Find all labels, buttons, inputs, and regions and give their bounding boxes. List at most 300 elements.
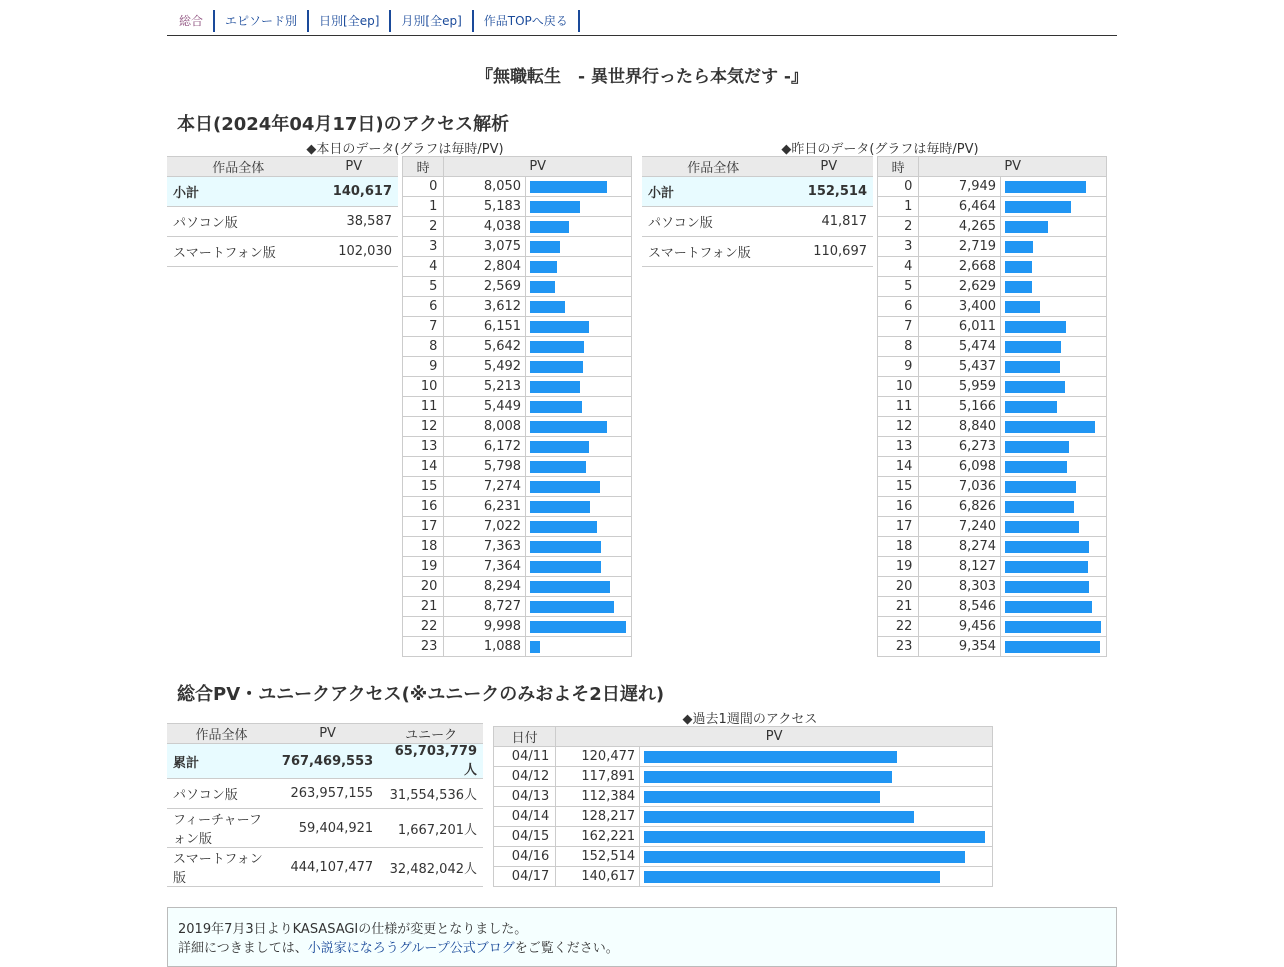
week-header-pv: PV [556, 727, 993, 747]
hour-label: 19 [878, 557, 919, 577]
hour-row [878, 577, 1107, 597]
hour-row [403, 477, 632, 497]
hour-label: 11 [403, 397, 444, 417]
hour-value: 6,098 [919, 457, 1001, 477]
hour-label: 1 [403, 197, 444, 217]
hour-label: 5 [878, 277, 919, 297]
hour-label: 1 [878, 197, 919, 217]
week-date: 04/17 [494, 867, 556, 887]
hour-label: 20 [403, 577, 444, 597]
week-row [494, 787, 993, 807]
hour-bar-cell [526, 177, 632, 197]
hour-bar [1005, 401, 1057, 413]
hour-row [403, 317, 632, 337]
hour-bar-cell [526, 297, 632, 317]
hour-label: 20 [878, 577, 919, 597]
page-wrapper [167, 0, 1117, 86]
summary-row [167, 207, 398, 237]
hour-row [403, 217, 632, 237]
hour-value: 8,050 [444, 177, 526, 197]
hour-value: 1,088 [444, 637, 526, 657]
hour-row [878, 297, 1107, 317]
week-value: 120,477 [556, 747, 640, 767]
total-pv: 767,469,553 [276, 744, 379, 779]
hour-header-time: 時 [403, 157, 444, 177]
hour-label: 16 [878, 497, 919, 517]
hour-bar-cell [526, 217, 632, 237]
hour-value: 7,022 [444, 517, 526, 537]
hour-bar [530, 281, 555, 293]
summary-header-row [642, 157, 873, 177]
hour-label: 0 [878, 177, 919, 197]
week-date: 04/14 [494, 807, 556, 827]
hour-row [878, 357, 1107, 377]
week-row [494, 827, 993, 847]
summary-value: 110,697 [785, 237, 874, 267]
hour-value: 3,612 [444, 297, 526, 317]
hour-value: 7,240 [919, 517, 1001, 537]
week-bar [644, 811, 914, 823]
hour-value: 7,274 [444, 477, 526, 497]
week-bar [644, 831, 985, 843]
hour-bar-cell [1001, 297, 1107, 317]
hour-row [403, 637, 632, 657]
hour-row [403, 577, 632, 597]
hour-value: 5,474 [919, 337, 1001, 357]
hour-bar [1005, 321, 1066, 333]
hour-row [878, 257, 1107, 277]
hour-bar [1005, 261, 1032, 273]
hour-bar [530, 501, 590, 513]
week-date: 04/16 [494, 847, 556, 867]
hour-bar-cell [1001, 397, 1107, 417]
today-hour-table [402, 156, 632, 657]
hour-row [878, 317, 1107, 337]
hour-row [878, 557, 1107, 577]
hour-bar [530, 461, 586, 473]
hour-bar-cell [1001, 517, 1107, 537]
hour-row [403, 537, 632, 557]
summary-header-0: 作品全体 [167, 157, 310, 177]
week-row [494, 747, 993, 767]
hour-bar-cell [1001, 497, 1107, 517]
summary-label: スマートフォン版 [642, 237, 785, 267]
hour-bar [530, 221, 569, 233]
hour-row [403, 517, 632, 537]
nav-link-3[interactable]: 月別[全ep] [391, 10, 473, 32]
hour-value: 7,364 [444, 557, 526, 577]
hour-bar-cell [526, 597, 632, 617]
hour-row [878, 197, 1107, 217]
total-row [167, 779, 483, 809]
summary-header-row [167, 157, 398, 177]
hour-bar [530, 301, 565, 313]
hour-label: 13 [403, 437, 444, 457]
summary-label: 小計 [167, 177, 310, 207]
hour-bar [530, 181, 607, 193]
hour-bar-cell [1001, 177, 1107, 197]
week-bar-cell [640, 867, 993, 887]
week-row [494, 807, 993, 827]
total-section-title: 総合PV・ユニークアクセス(※ユニークのみおよそ2日遅れ) [177, 684, 665, 705]
total-unique: 32,482,042人 [379, 848, 483, 887]
hour-bar-cell [526, 637, 632, 657]
total-header-row [167, 724, 483, 744]
total-pv: 263,957,155 [276, 779, 379, 809]
hour-label: 14 [878, 457, 919, 477]
hour-bar-cell [1001, 577, 1107, 597]
hour-bar-cell [526, 357, 632, 377]
hour-row [878, 417, 1107, 437]
summary-label: パソコン版 [642, 207, 785, 237]
summary-row [642, 177, 873, 207]
total-header-0: 作品全体 [167, 724, 276, 744]
total-label: パソコン版 [167, 779, 276, 809]
today-section-title: 本日(2024年04月17日)のアクセス解析 [177, 114, 510, 135]
hour-bar-cell [1001, 257, 1107, 277]
summary-row [642, 237, 873, 267]
hour-row [878, 597, 1107, 617]
hour-label: 18 [878, 537, 919, 557]
hour-bar-cell [1001, 457, 1107, 477]
hour-bar-cell [1001, 537, 1107, 557]
nav-link-0[interactable]: 総合 [167, 10, 215, 32]
hour-label: 23 [403, 637, 444, 657]
total-table [167, 723, 483, 887]
hour-label: 5 [403, 277, 444, 297]
hour-label: 18 [403, 537, 444, 557]
week-bar [644, 791, 880, 803]
hour-bar [1005, 621, 1101, 633]
hour-label: 4 [403, 257, 444, 277]
hour-bar [530, 481, 600, 493]
hour-bar-cell [526, 197, 632, 217]
hour-row [403, 177, 632, 197]
summary-header-1: PV [785, 157, 874, 177]
hour-bar-cell [1001, 357, 1107, 377]
hour-value: 5,166 [919, 397, 1001, 417]
hour-bar [1005, 601, 1092, 613]
hour-value: 6,273 [919, 437, 1001, 457]
week-value: 152,514 [556, 847, 640, 867]
hour-bar-cell [1001, 557, 1107, 577]
week-bar-cell [640, 787, 993, 807]
hour-value: 4,265 [919, 217, 1001, 237]
hour-label: 8 [403, 337, 444, 357]
hour-bar-cell [526, 377, 632, 397]
total-unique: 31,554,536人 [379, 779, 483, 809]
hour-value: 5,183 [444, 197, 526, 217]
summary-header-0: 作品全体 [642, 157, 785, 177]
summary-row [167, 237, 398, 267]
total-label: 累計 [167, 744, 276, 779]
week-value: 140,617 [556, 867, 640, 887]
hour-value: 8,546 [919, 597, 1001, 617]
hour-label: 6 [878, 297, 919, 317]
summary-value: 152,514 [785, 177, 874, 207]
hour-bar-cell [1001, 377, 1107, 397]
week-row [494, 847, 993, 867]
hour-bar-cell [526, 257, 632, 277]
hour-row [878, 277, 1107, 297]
summary-value: 41,817 [785, 207, 874, 237]
hour-header-row [878, 157, 1107, 177]
hour-label: 16 [403, 497, 444, 517]
hour-bar [1005, 521, 1079, 533]
hour-value: 6,011 [919, 317, 1001, 337]
nav-link-2[interactable]: 日別[全ep] [309, 10, 391, 32]
total-header-1: PV [276, 724, 379, 744]
summary-header-1: PV [310, 157, 399, 177]
hour-label: 23 [878, 637, 919, 657]
total-label: スマートフォン版 [167, 848, 276, 887]
hour-row [878, 477, 1107, 497]
hour-bar-cell [526, 537, 632, 557]
hour-value: 8,274 [919, 537, 1001, 557]
hour-bar-cell [526, 317, 632, 337]
hour-bar [530, 401, 582, 413]
week-header-row [494, 727, 993, 747]
hour-value: 2,804 [444, 257, 526, 277]
hour-bar [530, 361, 583, 373]
hour-label: 10 [403, 377, 444, 397]
hour-label: 13 [878, 437, 919, 457]
hour-bar [530, 521, 597, 533]
hour-row [878, 457, 1107, 477]
info-line-2-prefix: 詳細につきましては、 [178, 941, 308, 956]
hour-row [403, 357, 632, 377]
hour-row [878, 497, 1107, 517]
hour-label: 11 [878, 397, 919, 417]
hour-bar [530, 561, 601, 573]
summary-value: 102,030 [310, 237, 399, 267]
hour-row [878, 397, 1107, 417]
hour-label: 2 [878, 217, 919, 237]
hour-bar [1005, 481, 1076, 493]
total-header-2: ユニーク [379, 724, 483, 744]
hour-row [878, 517, 1107, 537]
week-bar-cell [640, 807, 993, 827]
hour-bar [530, 341, 584, 353]
yesterday-caption: ◆昨日のデータ(グラフは毎時/PV) [781, 142, 979, 157]
hour-bar-cell [1001, 277, 1107, 297]
hour-bar [530, 641, 540, 653]
hour-bar [1005, 201, 1071, 213]
hour-bar-cell [526, 237, 632, 257]
info-line-1: 2019年7月3日よりKASASAGIの仕様が変更となりました。 [178, 922, 528, 937]
hour-value: 5,642 [444, 337, 526, 357]
week-bar-cell [640, 847, 993, 867]
hour-bar [1005, 441, 1069, 453]
total-unique: 1,667,201人 [379, 809, 483, 848]
hour-bar [530, 441, 589, 453]
hour-value: 6,231 [444, 497, 526, 517]
hour-label: 2 [403, 217, 444, 237]
hour-label: 14 [403, 457, 444, 477]
hour-value: 5,959 [919, 377, 1001, 397]
hour-value: 5,213 [444, 377, 526, 397]
hour-bar-cell [1001, 217, 1107, 237]
hour-value: 2,569 [444, 277, 526, 297]
hour-bar-cell [526, 497, 632, 517]
hour-value: 8,840 [919, 417, 1001, 437]
hour-row [403, 617, 632, 637]
summary-label: スマートフォン版 [167, 237, 310, 267]
hour-label: 7 [403, 317, 444, 337]
hour-row [878, 437, 1107, 457]
hour-bar [530, 421, 607, 433]
hour-bar [1005, 381, 1065, 393]
hour-label: 10 [878, 377, 919, 397]
yesterday-hour-table [877, 156, 1107, 657]
hour-bar [1005, 641, 1100, 653]
week-row [494, 867, 993, 887]
total-row [167, 848, 483, 887]
hour-row [878, 337, 1107, 357]
week-table [493, 726, 993, 887]
hour-bar-cell [526, 417, 632, 437]
hour-value: 6,826 [919, 497, 1001, 517]
hour-bar [530, 201, 580, 213]
hour-bar [1005, 361, 1060, 373]
summary-value: 140,617 [310, 177, 399, 207]
hour-value: 7,036 [919, 477, 1001, 497]
hour-row [878, 217, 1107, 237]
work-title: 『無職転生 - 異世界行ったら本気だす -』 [476, 67, 808, 87]
hour-value: 9,998 [444, 617, 526, 637]
total-label: フィーチャーフォン版 [167, 809, 276, 848]
info-line-2-suffix: をご覧ください。 [514, 941, 619, 956]
hour-bar [530, 621, 626, 633]
hour-row [403, 557, 632, 577]
hour-row [878, 637, 1107, 657]
hour-label: 12 [403, 417, 444, 437]
hour-value: 5,437 [919, 357, 1001, 377]
total-unique: 65,703,779人 [379, 744, 483, 779]
hour-label: 15 [403, 477, 444, 497]
week-date: 04/15 [494, 827, 556, 847]
summary-row [642, 207, 873, 237]
hour-label: 4 [878, 257, 919, 277]
week-value: 117,891 [556, 767, 640, 787]
week-row [494, 767, 993, 787]
nav-link-1[interactable]: エピソード別 [215, 10, 309, 32]
hour-value: 7,949 [919, 177, 1001, 197]
hour-value: 9,354 [919, 637, 1001, 657]
hour-label: 9 [878, 357, 919, 377]
hour-value: 8,303 [919, 577, 1001, 597]
hour-bar-cell [526, 557, 632, 577]
hour-value: 7,363 [444, 537, 526, 557]
summary-label: パソコン版 [167, 207, 310, 237]
hour-row [403, 497, 632, 517]
hour-bar [1005, 241, 1033, 253]
hour-bar [1005, 301, 1040, 313]
nav-link-4[interactable]: 作品TOPへ戻る [474, 10, 580, 32]
hour-row [878, 537, 1107, 557]
hour-value: 6,172 [444, 437, 526, 457]
today-summary-table [167, 156, 398, 267]
hour-bar-cell [526, 437, 632, 457]
hour-bar [1005, 561, 1088, 573]
hour-bar [1005, 221, 1048, 233]
hour-bar [530, 261, 557, 273]
hour-bar [1005, 581, 1089, 593]
hour-bar [530, 321, 589, 333]
today-section-title-wrap [167, 110, 509, 136]
hour-value: 2,668 [919, 257, 1001, 277]
hour-label: 17 [878, 517, 919, 537]
total-row [167, 809, 483, 848]
summary-value: 38,587 [310, 207, 399, 237]
hour-bar-cell [526, 277, 632, 297]
hour-header-pv: PV [919, 157, 1107, 177]
hour-value: 2,629 [919, 277, 1001, 297]
hour-value: 3,075 [444, 237, 526, 257]
hour-bar [1005, 281, 1032, 293]
hour-bar [530, 541, 601, 553]
hour-bar-cell [1001, 637, 1107, 657]
hour-bar-cell [526, 397, 632, 417]
hour-header-row [403, 157, 632, 177]
hour-value: 6,464 [919, 197, 1001, 217]
week-bar [644, 871, 940, 883]
hour-value: 3,400 [919, 297, 1001, 317]
hour-bar-cell [1001, 197, 1107, 217]
week-bar-cell [640, 747, 993, 767]
hour-bar-cell [1001, 617, 1107, 637]
hour-label: 22 [403, 617, 444, 637]
hour-label: 8 [878, 337, 919, 357]
hour-header-pv: PV [444, 157, 632, 177]
week-bar-cell [640, 767, 993, 787]
hour-row [878, 617, 1107, 637]
hour-bar-cell [526, 617, 632, 637]
hour-label: 15 [878, 477, 919, 497]
hour-label: 0 [403, 177, 444, 197]
week-bar-cell [640, 827, 993, 847]
hour-bar-cell [1001, 437, 1107, 457]
week-bar [644, 851, 965, 863]
summary-label: 小計 [642, 177, 785, 207]
hour-row [403, 297, 632, 317]
hour-bar-cell [526, 477, 632, 497]
hour-row [878, 377, 1107, 397]
hour-row [403, 237, 632, 257]
hour-bar-cell [1001, 477, 1107, 497]
info-line-2 [178, 939, 1106, 958]
week-date: 04/13 [494, 787, 556, 807]
hour-row [403, 257, 632, 277]
hour-label: 3 [403, 237, 444, 257]
hour-label: 3 [878, 237, 919, 257]
hour-row [403, 277, 632, 297]
hour-row [403, 457, 632, 477]
official-blog-link[interactable]: 小説家になろうグループ公式ブログ [307, 941, 515, 956]
hour-bar [530, 601, 614, 613]
hour-value: 5,449 [444, 397, 526, 417]
total-pv: 59,404,921 [276, 809, 379, 848]
top-nav [167, 0, 1117, 36]
hour-bar-cell [1001, 237, 1107, 257]
hour-label: 19 [403, 557, 444, 577]
hour-row [403, 377, 632, 397]
hour-bar [1005, 181, 1086, 193]
hour-bar-cell [526, 517, 632, 537]
hour-label: 17 [403, 517, 444, 537]
hour-value: 2,719 [919, 237, 1001, 257]
hour-row [403, 597, 632, 617]
